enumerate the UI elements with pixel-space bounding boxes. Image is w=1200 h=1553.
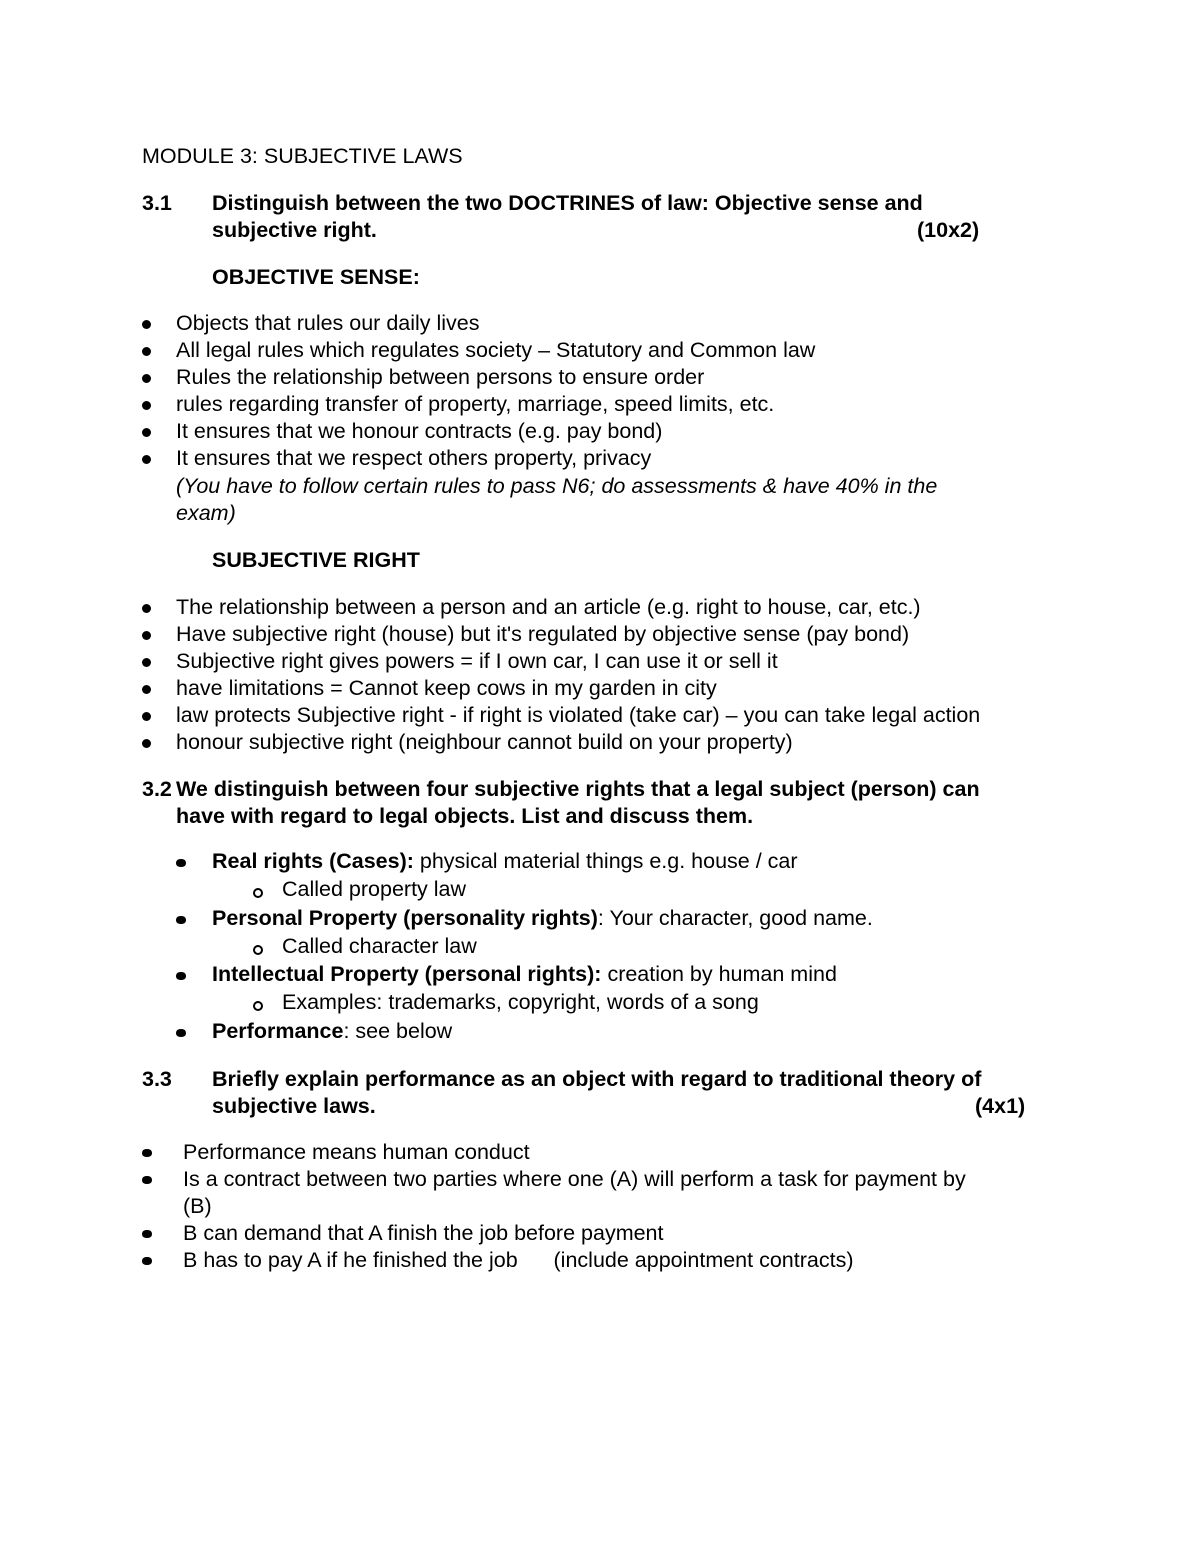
bullet-icon xyxy=(142,1176,152,1184)
question-text-line-2: subjective laws. xyxy=(212,1094,376,1118)
bullet-icon xyxy=(142,631,151,640)
bullet-icon xyxy=(176,972,186,980)
question-number: 3.2 xyxy=(142,777,172,801)
bullet-icon xyxy=(176,916,186,924)
circle-bullet-icon xyxy=(253,1001,263,1011)
bullet-icon xyxy=(176,1029,186,1037)
bullet-icon xyxy=(142,658,151,667)
question-marks: (10x2) xyxy=(917,218,980,242)
bullet-icon xyxy=(142,712,151,721)
circle-bullet-icon xyxy=(253,888,263,898)
objective-note-line-1: (You have to follow certain rules to pass N6; do assessments & have 40% in the xyxy=(176,474,938,498)
bullet-icon xyxy=(176,859,186,867)
question-text-line-2: subjective right. xyxy=(212,218,377,242)
bullet-icon xyxy=(142,604,151,613)
question-text-line-1: We distinguish between four subjective rights that a legal subject (person) can xyxy=(176,777,980,801)
bullet-icon xyxy=(142,401,151,410)
question-3-1 xyxy=(142,190,1042,250)
objective-sense-heading: OBJECTIVE SENSE: xyxy=(212,265,420,289)
question-number: 3.3 xyxy=(142,1067,172,1091)
question-text-line-1: Briefly explain performance as an object with regard to traditional theory of xyxy=(212,1067,982,1091)
document-page: MODULE 3: SUBJECTIVE LAWS 3.1 Distinguish between the two DOCTRINES of law: Objective sense and subjective right. (10x2) OBJECTIVE SENSE: Objects that rules our daily lives All legal rules which regulates society – Statutory and Common law Rules the relationship between persons to ensure order rules regarding transfer of property, marriage, speed limits, etc. It ensures that we honour contracts (e.g. pay bond) It ensures that we respect others property, privacy (You have to follow certain rules to pass N6; do assessments & have 40% in the exam) SUBJECTIVE RIGHT The relationship between a person and an article (e.g. right to house, car, etc.) Have subjective right (house) but it's regulated by objective sense (pay bond) Subjective right gives powers = if I own car, I can use it or sell it have limitations = Cannot keep cows in my garden in city law protects Subjective right - if right is violated (take car) – you can take legal action honour subjective right (neighbour cannot build on your property) 3.2 We distinguish between four subjective rights that a legal subject (person) can have with regard to legal objects. List and discuss them. Real rights (Cases): physical material things e.g. house / car Called property law Personal Property (personality rights): Your character, good name. Called character law Intellectual Property (personal rights): creation by human mind Examples: trademarks, copyright, words of a song Performance: see below 3.3 Briefly explain performance as an object with regard to traditional theory of subjective laws. (4x1) Performance means human conduct Is a contract between two parties where one (A) will perform a task for payment by (B) B can demand that A finish the job before payment B has to pay A if he finished the job (include appointment contracts) xyxy=(0,0,1200,1553)
question-3-2 xyxy=(142,776,1092,836)
bullet-icon xyxy=(142,320,151,329)
bullet-icon xyxy=(142,455,151,464)
question-3-3 xyxy=(142,1066,1092,1126)
bullet-icon xyxy=(142,428,151,437)
bullet-icon xyxy=(142,374,151,383)
question-number: 3.1 xyxy=(142,191,172,215)
bullet-icon xyxy=(142,1230,152,1238)
circle-bullet-icon xyxy=(253,945,263,955)
bullet-icon xyxy=(142,685,151,694)
bullet-icon xyxy=(142,1149,152,1157)
bullet-icon xyxy=(142,739,151,748)
module-title: MODULE 3: SUBJECTIVE LAWS xyxy=(142,144,463,168)
bullet-icon xyxy=(142,347,151,356)
question-text-line-1: Distinguish between the two DOCTRINES of law: Objective sense and xyxy=(212,191,923,215)
subjective-right-heading: SUBJECTIVE RIGHT xyxy=(212,548,420,572)
objective-note-line-2: exam) xyxy=(176,501,236,525)
bullet-icon xyxy=(142,1257,152,1265)
question-text-line-2: have with regard to legal objects. List and discuss them. xyxy=(176,804,754,828)
question-marks: (4x1) xyxy=(975,1094,1026,1118)
